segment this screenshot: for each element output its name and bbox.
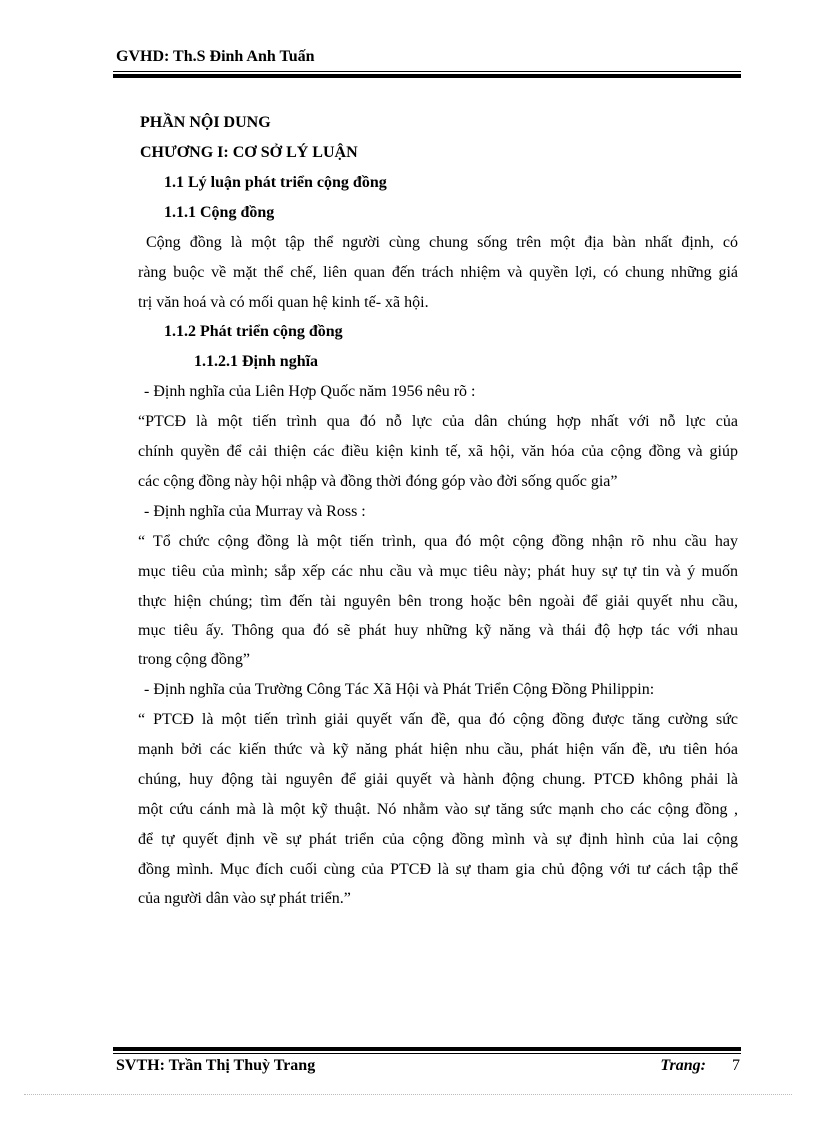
definition-intro: - Định nghĩa của Murray và Ross : [144, 503, 366, 520]
section-heading-1-1: 1.1 Lý luận phát triển cộng đồng [164, 174, 387, 191]
quote-line: chính quyền để cải thiện các điều kiện kinh tế, xã hội, văn hóa của cộng đồng và giúp [138, 443, 738, 460]
quote-line: của người dân vào sự phát triển.” [138, 890, 351, 907]
header-rule-thin [113, 71, 741, 72]
quote-line: một cứu cánh mà là một kỹ thuật. Nó nhằm vào sự tăng sức mạnh cho các cộng đồng , [138, 801, 738, 818]
paragraph-line: trị văn hoá và có mối quan hệ kinh tế- xã hội. [138, 294, 429, 311]
footer-rule-thick [113, 1047, 741, 1051]
quote-line: mục tiêu của mình; sắp xếp các nhu cầu và mục tiêu này; phát huy sự tự tin và ý muốn [138, 563, 738, 580]
part-title: PHẦN NỘI DUNG [140, 114, 271, 131]
footer-page [660, 1057, 740, 1075]
section-heading-1-1-2: 1.1.2 Phát triển cộng đồng [164, 323, 343, 340]
paragraph-line: ràng buộc về mặt thể chế, liên quan đến trách nhiệm và quyền lợi, có chung những giá [138, 264, 738, 281]
section-heading-1-1-1: 1.1.1 Cộng đồng [164, 204, 275, 221]
definition-intro: - Định nghĩa của Trường Công Tác Xã Hội và Phát Triển Cộng Đồng Philippin: [144, 681, 655, 698]
footer-author: SVTH: Trần Thị Thuỳ Trang [116, 1057, 316, 1074]
page-number: 7 [732, 1057, 740, 1074]
quote-line: “ Tổ chức cộng đồng là một tiến trình, qua đó một cộng đồng nhận rõ nhu cầu hay [138, 533, 738, 550]
paragraph-line: Cộng đồng là một tập thể người cùng chung sống trên một địa bàn nhất định, có [146, 234, 738, 251]
quote-line: để tự quyết định về sự phát triển của cộng đồng mình và sự định hình của lai cộng [138, 831, 738, 848]
quote-line: mạnh bởi các kiến thức và kỹ năng phát hiện nhu cầu, phát hiện vấn đề, ưu tiên hóa [138, 741, 738, 758]
footer-rule [113, 1047, 741, 1055]
quote-line: thực hiện chúng; tìm đến tài nguyên bên trong hoặc bên ngoài để giải quyết nhu cầu, [138, 593, 738, 610]
page-label: Trang: [660, 1057, 706, 1074]
header-rule [113, 71, 741, 79]
definition-intro: - Định nghĩa của Liên Hợp Quốc năm 1956 nêu rõ : [144, 383, 476, 400]
header-text: GVHD: Th.S Đinh Anh Tuấn [116, 48, 315, 65]
footer-rule-thin [113, 1053, 741, 1054]
section-heading-1-1-2-1: 1.1.2.1 Định nghĩa [194, 353, 319, 370]
quote-line: đồng mình. Mục đích cuối cùng của PTCĐ là sự tham gia chủ động với tư cách tập thể [138, 861, 738, 878]
quote-line: mục tiêu ấy. Thông qua đó sẽ phát huy những kỹ năng và thái độ hợp tác với nhau [138, 622, 738, 639]
quote-line: “ PTCĐ là một tiến trình giải quyết vấn đề, qua đó cộng đồng được tăng cường sức [138, 711, 738, 728]
page-boundary [24, 1094, 792, 1095]
header-rule-thick [113, 74, 741, 78]
quote-line: các cộng đồng này hội nhập và đồng thời đóng góp vào đời sống quốc gia” [138, 473, 618, 490]
quote-line: chúng, huy động tài nguyên để giải quyết và hành động chung. PTCĐ không phải là [138, 771, 738, 788]
chapter-title: CHƯƠNG I: CƠ SỞ LÝ LUẬN [140, 144, 358, 161]
quote-line: trong cộng đồng” [138, 651, 250, 668]
quote-line: “PTCĐ là một tiến trình qua đó nỗ lực của dân chúng hợp nhất với nỗ lực của [138, 413, 738, 430]
